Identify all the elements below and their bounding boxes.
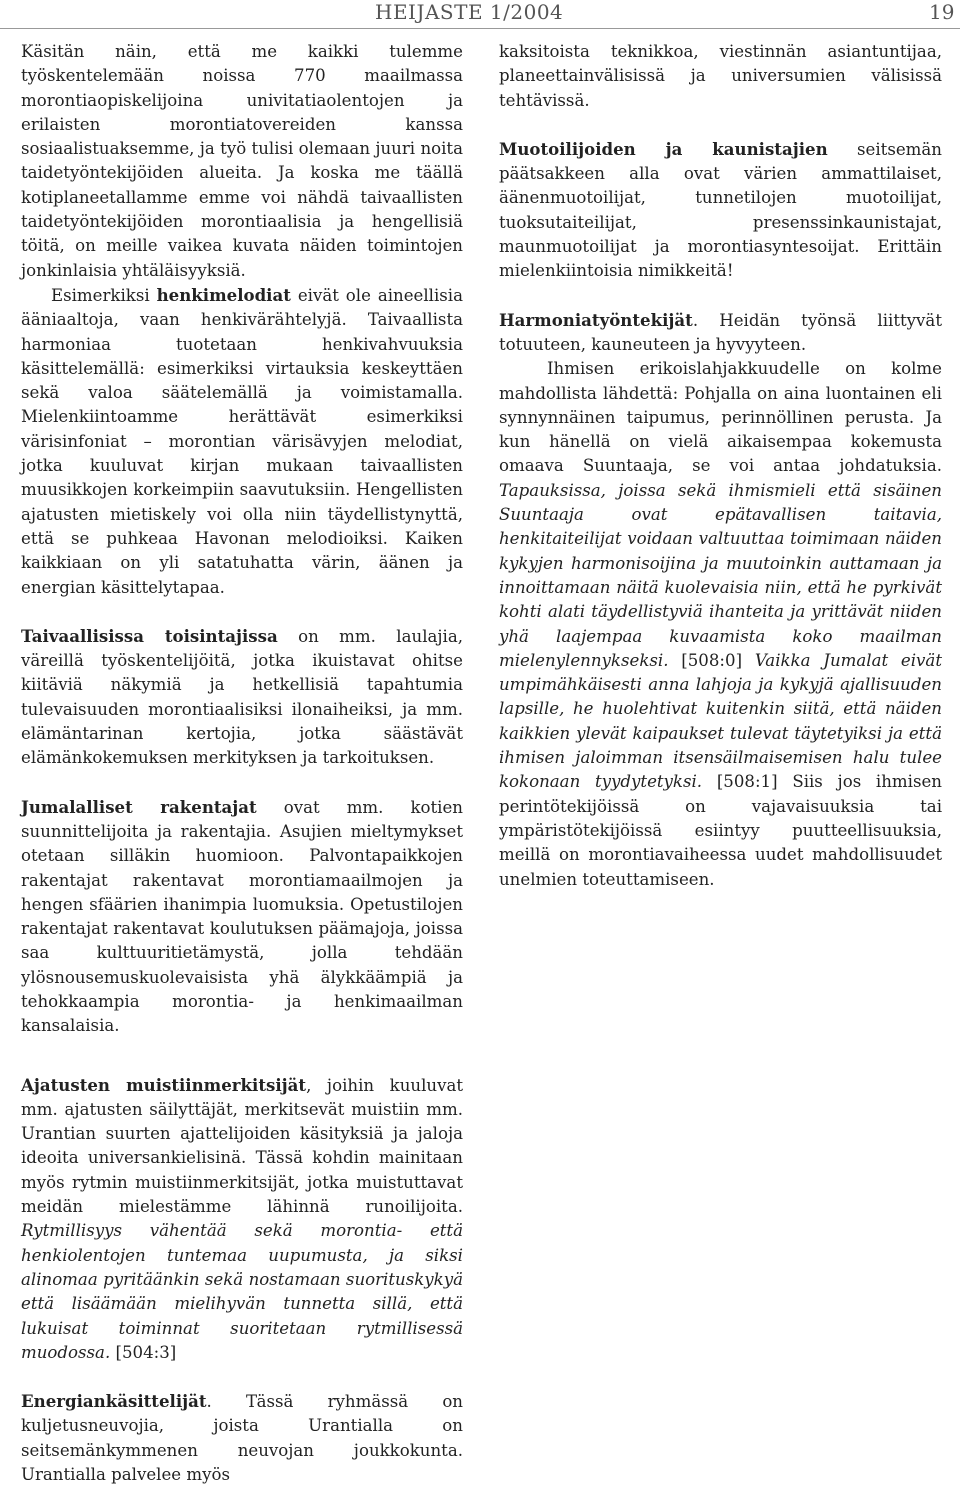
paragraph: Muotoilijoiden ja kaunistajien seitsemän päätsakkeen alla ovat värien ammattilaiset, äänenmuotoilijat, tunnetilojen muotoilijat, tuoksutaiteilijat, presenssinkaunistajat, maunmuotoilijat ja morontiasyntesoijat. Erittäin mielenkiintoisia nimikkeitä! xyxy=(499,138,942,281)
term-heading: Energiankäsittelijät xyxy=(21,1391,207,1412)
paragraph: Ajatusten muistiinmerkitsijät, joihin kuuluvat mm. ajatusten säilyttäjät, merkitsevät muistiin mm. Urantian suurten ajattelijoiden käsityksiä ja jaloja ideoita universankielisinä. Tässä kohdin mainitaan myös rytmin muistiinmerkitsijät, jotka muistuttavat meidän mielestämme lähinnä runoilijoita. Rytmillisyys vähentää sekä morontia- että henkiolentojen tuntemaa uupumusta, ja siksi alinomaa pyritäänkin sekä nostamaan suorituskykyä että lisäämään mielihyvän tunnetta sillä, että lukuisat toiminnat suoritetaan rytmillisessä muodossa. [504:3] xyxy=(21,1074,463,1362)
paragraph: Taivaallisissa toisintajissa on mm. laulajia, väreillä työskentelijöitä, jotka ikuistavat ohitse kiitäviä näkymiä ja hetkellisiä tapahtumia tulevaisuuden morontiaalisiksi ilonaiheiksi, ja mm. elämäntarinan kertojia, jotka säästävät elämänkokemuksen merkityksen ja tarkoituksen. xyxy=(21,625,464,768)
paragraph: Harmoniatyöntekijät. Heidän työnsä liittyvät totuuteen, kauneuteen ja hyvyyteen. xyxy=(499,309,942,354)
quotation: Vaikka Jumalat eivät umpimähkäisesti anna lahjoja ja kykyjä ajallisuuden lapsille, he huolehtivat kuitenkin siitä, että näiden kaikkien ylevät kaipaukset tulevat täytetyiksi ja että ihmisen jaloimman itsensäilmaisemisen halu tulee kokonaan tyydytetyksi. xyxy=(499,650,942,792)
reference: [504:3] xyxy=(110,1342,177,1362)
term-heading: Taivaallisissa toisintajissa xyxy=(21,625,278,646)
left-column xyxy=(21,40,463,1487)
paragraph: Ihmisen erikoislahjakkuudelle on kolme mahdollista lähdettä: Pohjalla on aina luontainen eli synnynnäinen taipumus, perinnöllinen perusta. Ja kun hänellä on vielä aikaisempaa kokemusta omaava Suuntaaja, se voi antaa johdatuksia. Tapauksissa, joissa sekä ihmismieli että sisäinen Suuntaaja ovat epätavallisen taitavia, henkitaiteilijat voidaan valtuuttaa toimimaan näiden kykyjen harmonisoijina ja muutoinkin auttamaan ja innoittamaan näitä kuolevaisia niin, että he pyrkivät kohti alati täydellistyviä ihanteita ja yrittävät niiden yhä laajempaa kuvaamista koko maailman mielenylennykseksi. [508:0] Vaikka Jumalat eivät umpimähkäisesti anna lahjoja ja kykyjä ajallisuuden lapsille, he huolehtivat kuitenkin siitä, että näiden kaikkien ylevät kaipaukset tulevat täytetyiksi ja että ihmisen jaloimman itsensäilmaisemisen halu tulee kokonaan tyydytetyksi. [508:1] Siis jos ihmisen perintötekijöissä on vajavaisuuksia tai ympäristötekijöissä esiintyy puutteellisuuksia, meillä on morontiavaiheessa uudet mahdollisuudet unelmien toteuttamiseen. xyxy=(499,359,942,889)
term-heading: Ajatusten muistiinmerkitsijät xyxy=(21,1074,307,1095)
term-heading: henkimelodiat xyxy=(156,284,291,305)
quotation: Tapauksissa, joissa sekä ihmismieli että sisäinen Suuntaaja ovat epätavallisen taitavia, henkitaiteilijat voidaan valtuuttaa toimimaan näiden kykyjen harmonisoijina ja muutoinkin auttamaan ja innoittamaan näitä kuolevaisia niin, että he pyrkivät kohti alati täydellistyviä ihanteita ja yrittävät niiden yhä laajempaa kuvaamista koko maailman mielenylennykseksi. xyxy=(499,480,942,670)
quotation: Rytmillisyys vähentää sekä morontia- että henkiolentojen tuntemaa uupumusta, ja siksi alinomaa pyritäänkin sekä nostamaan suorituskykyä että lisäämään mielihyvän tunnetta sillä, että lukuisat toiminnat suoritetaan rytmillisessä muodossa. xyxy=(21,1221,463,1362)
reference: [508:1] xyxy=(702,772,778,792)
paragraph: kaksitoista teknikkoa, viestinnän asiantuntijaa, planeettainvälisissä ja universumien välisissä tehtävissä. xyxy=(499,42,942,110)
term-heading: Jumalalliset rakentajat xyxy=(21,796,257,817)
page-header xyxy=(0,0,960,29)
journal-title: HEIJASTE 1/2004 xyxy=(375,0,564,24)
paragraph: Käsitän näin, että me kaikki tulemme työskentelemään noissa 770 maailmassa morontiaopiskelijoina univitatiaolentojen ja erilaisten morontiatovereiden kanssa sosiaalistuaksemme, ja työ tulisi olemaan juuri noita taidetyöntekijöiden alueita. Ja koska me täällä kotiplaneetallamme emme voi nähdä taivaallisten taidetyöntekijöiden morontiaalisia ja hengellisiä töitä, on meille vaikea kuvata näiden toimintojen jonkinlaisia yhtäläisyyksiä. xyxy=(21,42,463,280)
paragraph: Esimerkiksi henkimelodiat eivät ole aineellisia ääniaaltoja, vaan henkivärähtelyjä. Taivaallista harmoniaa tuotetaan henkivahvuuksia käsittelemällä: esimerkiksi virtauksia keskeyttäen sekä valoa säätelemällä ja voimistamalla. Mielenkiintoamme herättävät esimerkiksi värisinfoniat – morontian värisävyjen melodiat, jotka kuuluvat kirjan mukaan taivaallisten muusikkojen korkeimpiin saavutuksiin. Hengellisten ajatusten mietiskely voi olla niin täydellistynyttä, että se puhkeaa Havonan melodioiksi. Kaiken kaikkiaan on yli satatuhatta värin, äänen ja energian käsittelytapaa. xyxy=(21,284,464,597)
term-heading: Muotoilijoiden ja kaunistajien xyxy=(499,138,828,159)
page-number: 19 xyxy=(929,0,955,24)
term-heading: Harmoniatyöntekijät xyxy=(499,309,693,330)
paragraph: Jumalalliset rakentajat ovat mm. kotien suunnittelijoita ja rakentajia. Asujien mieltymykset otetaan silläkin huomioon. Palvontapaikkojen rakentajat rakentavat morontiamaailmojen ja hengen sfäärien ihanimpia luomuksia. Opetustilojen rakentajat rakentavat koulutuksen päämajoja, joissa saa kulttuuritietämystä, jolla tehdään ylösnousemuskuolevaisista yhä älykkäämpiä ja tehokkaampia morontia- ja henkimaailman kansalaisia. xyxy=(21,796,463,1036)
reference: [508:0] xyxy=(668,650,755,670)
right-column xyxy=(499,40,942,892)
paragraph: Energiankäsittelijät. Tässä ryhmässä on kuljetusneuvojia, joista Urantialla on seitsemänkymmenen neuvojan joukkokunta. Urantialla palvelee myös xyxy=(21,1391,463,1485)
